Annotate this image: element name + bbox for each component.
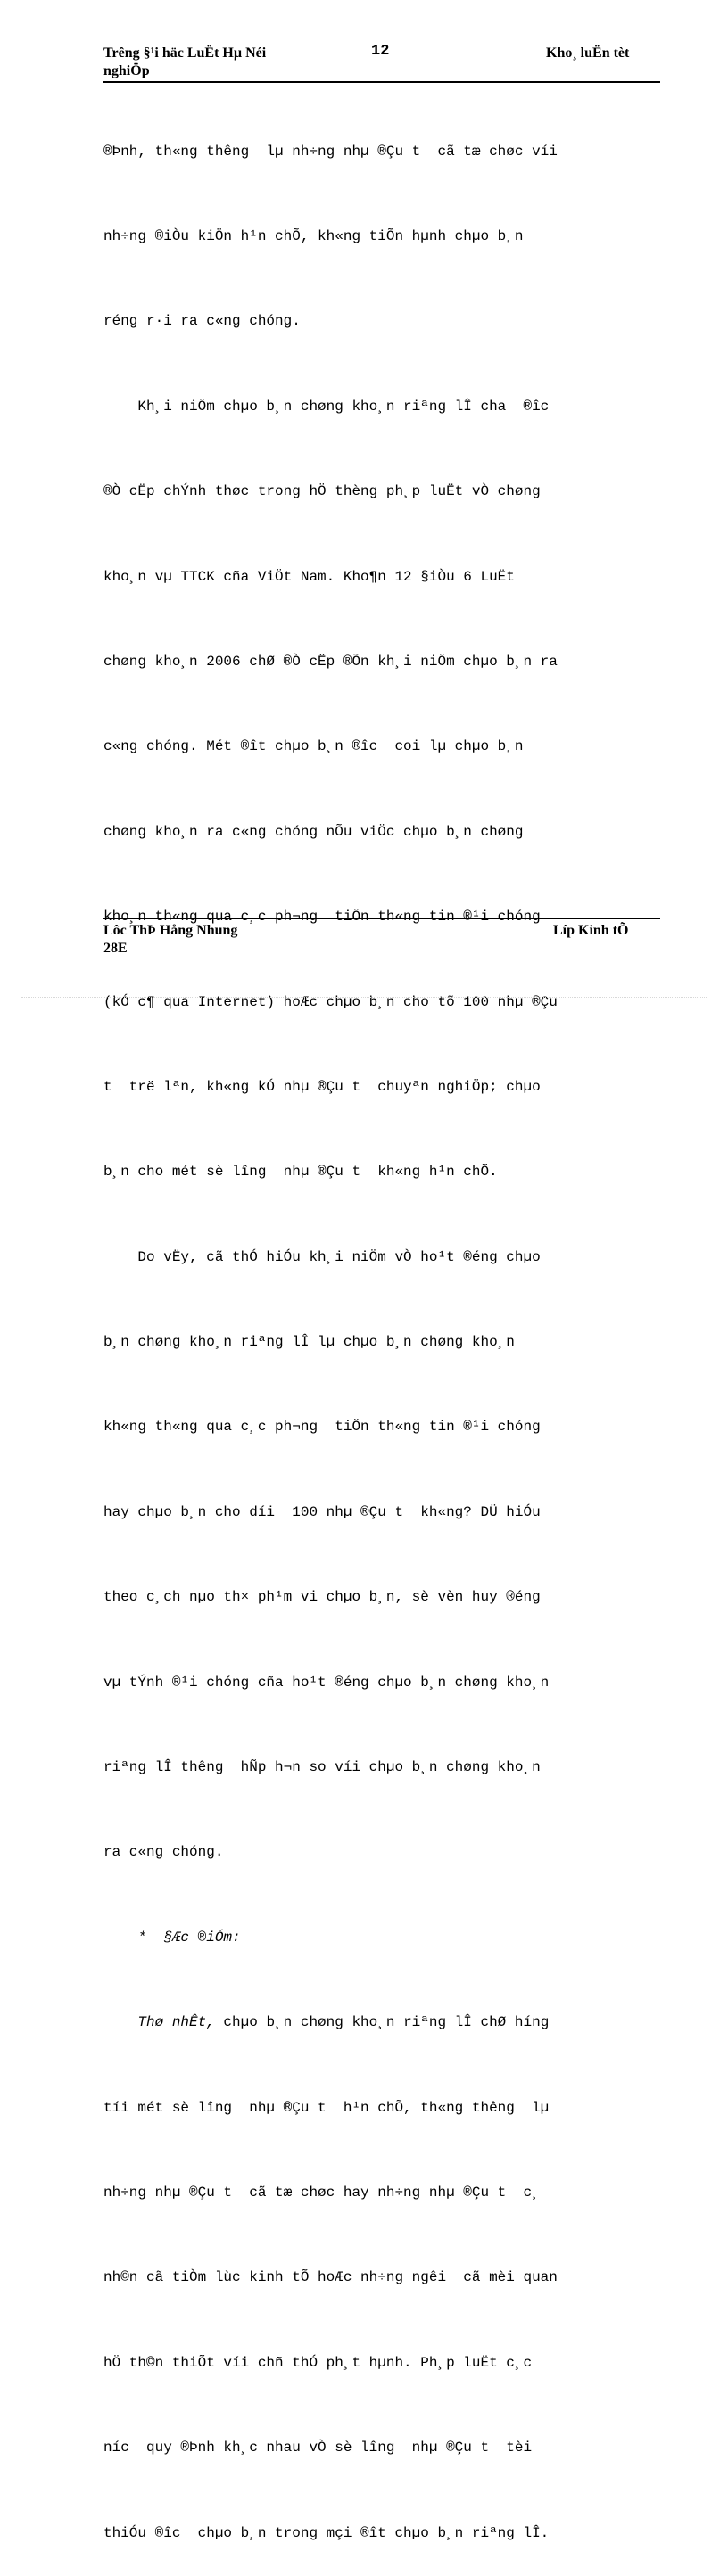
text-line: nh÷ng nhµ ®Çu t cã tæ chøc hay nh÷ng nhµ ®Çu t c¸: [103, 2184, 541, 2201]
footer-rule: [103, 918, 660, 919]
text-line: thiÓu ®îc chµo b¸n trong mçi ®ît chµo b¸n riªng lÎ.: [103, 2524, 550, 2541]
text-line: tíi mét sè lîng nhµ ®Çu t h¹n chÕ, th«ng thêng lµ: [103, 2099, 550, 2116]
text-line: t trë lªn, kh«ng kÓ nhµ ®Çu t chuyªn nghiÖp; chµo: [103, 1078, 541, 1095]
text-line: vµ tÝnh ®¹i chóng cña ho¹t ®éng chµo b¸n chøng kho¸n: [103, 1674, 550, 1691]
text-line: nh©n cã tiÒm lùc kinh tÕ hoÆc nh÷ng ngêi cã mèi quan: [103, 2269, 558, 2286]
text-line: Kh¸i niÖm chµo b¸n chøng kho¸n riªng lÎ cha ®îc: [103, 398, 550, 415]
header-school-line1: Trêng §¹i häc LuËt Hµ Néi: [103, 45, 267, 61]
paragraph-lead-italic: Thø nhÊt,: [137, 2014, 215, 2031]
header-school: [103, 45, 318, 80]
text-line: c«ng chóng. Mét ®ît chµo b¸n ®îc coi lµ chµo b¸n: [103, 738, 524, 755]
text-line: nh÷ng ®iÒu kiÖn h¹n chÕ, kh«ng tiÕn hµnh chµo b¸n: [103, 227, 524, 244]
text-line: kh«ng th«ng qua c¸c ph¬ng tiÖn th«ng tin ®¹i chóng: [103, 1419, 541, 1436]
header-doc-type: Kho¸ luËn tèt: [546, 45, 630, 61]
text-line: ra c«ng chóng.: [103, 1844, 224, 1861]
text-line: níc quy ®Þnh kh¸c nhau vÒ sè lîng nhµ ®Çu t tèi: [103, 2440, 533, 2457]
header-school-line2: nghiÖp: [103, 63, 150, 78]
page-edge-divider: [21, 997, 707, 998]
text-line: Do vËy, cã thÓ hiÓu kh¸i niÖm vÒ ho¹t ®éng chµo: [103, 1248, 541, 1265]
text-line: kho¸n th«ng qua c¸c ph¬ng tiÖn th«ng tin ®¹i chóng: [103, 909, 541, 926]
text-line: kho¸n vµ TTCK cña ViÖt Nam. Kho¶n 12 §iÒu 6 LuËt: [103, 568, 515, 585]
text-line: hay chµo b¸n cho díi 100 nhµ ®Çu t kh«ng? DÜ hiÓu: [103, 1503, 541, 1520]
footer-author-name: Lôc ThÞ Hång Nhung: [103, 923, 238, 938]
text-line: chøng kho¸n 2006 chØ ®Ò cËp ®Õn kh¸i niÖm chµo b¸n ra: [103, 653, 558, 670]
text-line: chøng kho¸n ra c«ng chóng nÕu viÖc chµo b¸n chøng: [103, 823, 524, 840]
text-line: (kÓ c¶ qua Internet) hoÆc chµo b¸n cho tõ 100 nhµ ®Çu: [103, 993, 558, 1010]
document-body: [103, 81, 660, 2576]
text-line: b¸n cho mét sè lîng nhµ ®Çu t kh«ng h¹n chÕ.: [103, 1164, 498, 1181]
paragraph-lead-rest: chµo b¸n chøng kho¸n riªng lÎ chØ híng: [214, 2014, 550, 2031]
text-line: b¸n chøng kho¸n riªng lÎ lµ chµo b¸n chøng kho¸n: [103, 1334, 515, 1351]
text-line: theo c¸ch nµo th× ph¹m vi chµo b¸n, sè vèn huy ®éng: [103, 1589, 541, 1606]
text-line: ®Þnh, th«ng thêng lµ nh÷ng nhµ ®Çu t cã tæ chøc víi: [103, 143, 558, 160]
section-heading: * §Æc ®iÓm:: [103, 1929, 241, 1946]
text-line: riªng lÎ thêng hÑp h¬n so víi chµo b¸n chøng kho¸n: [103, 1759, 541, 1776]
text-line: réng r·i ra c«ng chóng.: [103, 313, 301, 330]
footer-author: [103, 922, 318, 958]
text-line: ®Ò cËp chÝnh thøc trong hÖ thèng ph¸p luËt vÒ chøng: [103, 483, 541, 500]
footer-class: Líp Kinh tÕ: [553, 923, 629, 938]
page-number: 12: [371, 43, 390, 60]
footer-author-class: 28E: [103, 941, 128, 956]
paragraph-lead-line: [103, 2009, 660, 2037]
text-line: hÖ th©n thiÕt víi chñ thÓ ph¸t hµnh. Ph¸p luËt c¸c: [103, 2354, 533, 2371]
